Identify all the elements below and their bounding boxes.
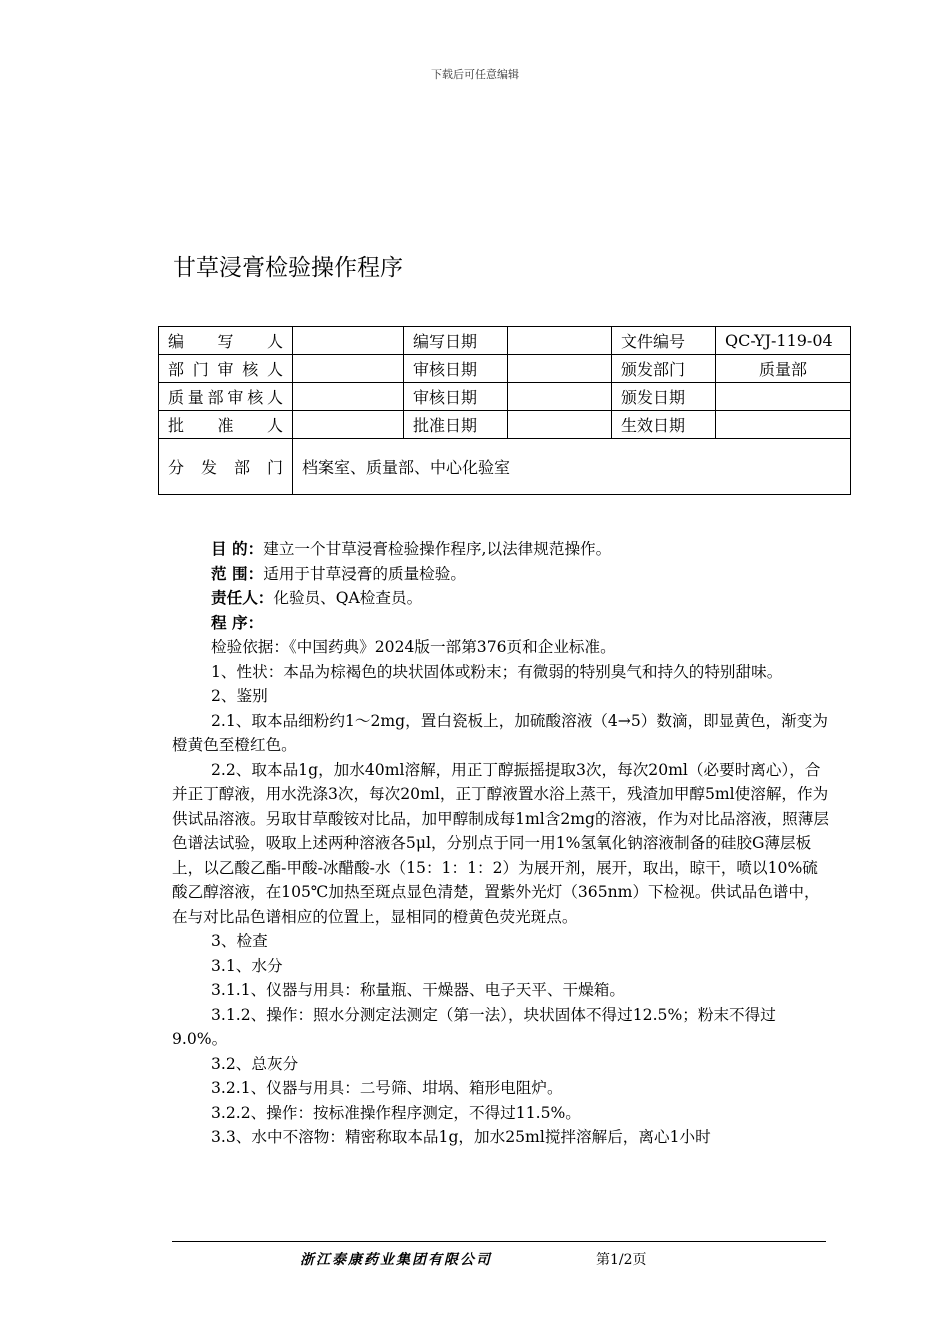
responsible-label: 责任人： — [211, 589, 274, 607]
effective-date-value — [716, 411, 851, 439]
write-date-value — [508, 327, 612, 355]
approver-label: 批准人 — [159, 411, 293, 439]
responsible-text: 化验员、QA检查员。 — [273, 589, 423, 607]
review-date-label: 审核日期 — [404, 355, 508, 383]
review-date-value — [508, 355, 612, 383]
approver-value — [293, 411, 404, 439]
writer-label: 编写人 — [159, 327, 293, 355]
table-row — [159, 439, 851, 495]
distribution-value: 档案室、质量部、中心化验室 — [293, 439, 851, 495]
section-3-1-1-paragraph: 3.1.1、仪器与用具：称量瓶、干燥器、电子天平、干燥箱。 — [211, 981, 625, 999]
header-note: 下载后可任意编辑 — [431, 68, 519, 81]
document-title: 甘草浸膏检验操作程序 — [173, 255, 403, 281]
procedure-line — [172, 611, 830, 636]
issuing-dept-label: 颁发部门 — [612, 355, 716, 383]
table-row — [159, 383, 851, 411]
section-2-1-paragraph: 2.1、取本品细粉约1～2mg，置白瓷板上，加硫酸溶液（4→5）数滴，即显黄色，渐变为橙黄色至橙红色。 — [172, 711, 828, 754]
footer-divider — [172, 1241, 826, 1242]
section-3-1-heading: 3.1、水分 — [211, 956, 283, 975]
section-1-paragraph: 1、性状：本品为棕褐色的块状固体或粉末；有微弱的特别臭气和持久的特别甜味。 — [211, 662, 783, 681]
section-3-2-2-paragraph: 3.2.2、操作：按标准操作程序测定，不得过11.5%。 — [211, 1103, 581, 1122]
qa-review-date-value — [508, 383, 612, 411]
section-3-2-heading: 3.2、总灰分 — [211, 1054, 299, 1073]
write-date-label: 编写日期 — [404, 327, 508, 355]
distribution-label: 分发部门 — [159, 439, 293, 495]
section-3-3-paragraph: 3.3、水中不溶物：精密称取本品1g，加水25ml搅拌溶解后，离心1小时 — [211, 1128, 711, 1146]
doc-number-label: 文件编号 — [612, 327, 716, 355]
section-3-heading: 3、检查 — [211, 932, 268, 950]
approve-date-label: 批准日期 — [404, 411, 508, 439]
approve-date-value — [508, 411, 612, 439]
footer-page-number: 第1/2页 — [596, 1252, 647, 1268]
qa-reviewer-label: 质量部审核人 — [159, 383, 293, 411]
issue-date-value — [716, 383, 851, 411]
scope-label: 范 围： — [211, 564, 264, 583]
issue-date-label: 颁发日期 — [612, 383, 716, 411]
section-3-1-2-paragraph: 3.1.2、操作：照水分测定法测定（第一法），块状固体不得过12.5%；粉末不得过9.0%。 — [172, 1005, 776, 1048]
procedure-label: 程 序： — [211, 613, 264, 632]
responsible-line — [172, 586, 830, 611]
section-3-2-1-paragraph: 3.2.1、仪器与用具：二号筛、坩埚、箱形电阻炉。 — [211, 1079, 563, 1097]
scope-text: 适用于甘草浸膏的质量检验。 — [263, 564, 466, 583]
qa-reviewer-value — [293, 383, 404, 411]
issuing-dept-value: 质量部 — [716, 355, 851, 383]
purpose-text: 建立一个甘草浸膏检验操作程序,以法律规范操作。 — [263, 540, 612, 558]
qa-review-date-label: 审核日期 — [404, 383, 508, 411]
dept-reviewer-label: 部门审核人 — [159, 355, 293, 383]
purpose-line — [172, 537, 830, 562]
doc-number-value: QC-YJ-119-04 — [716, 327, 851, 355]
basis-paragraph: 检验依据：《中国药典》2024版一部第376页和企业标准。 — [211, 638, 616, 656]
document-body — [172, 537, 830, 1150]
table-row — [159, 327, 851, 355]
dept-reviewer-value — [293, 355, 404, 383]
writer-value — [293, 327, 404, 355]
table-row — [159, 411, 851, 439]
purpose-label: 目 的： — [211, 540, 264, 558]
footer-company: 浙江泰康药业集团有限公司 — [300, 1252, 492, 1268]
document-info-table — [158, 326, 851, 495]
section-2-2-paragraph: 2.2、取本品1g，加水40ml溶解，用正丁醇振摇提取3次，每次20ml（必要时离心），合并正丁醇液，用水洗涤3次，每次20ml，正丁醇液置水浴上蒸干，残渣加甲醇5ml使溶解，作为供试品溶液。另取甘草酸铵对比品，加甲醇制成每1ml含2mg的溶液，作为对比品溶液，照薄层色谱法试验，吸取上述两种溶液各5μl，分别点于同一用1%氢氧化钠溶液制备的硅胶G薄层板上，以乙酸乙酯-甲酸-冰醋酸-水（15：1：1：2）为展开剂，展开，取出，晾干，喷以10%硫酸乙醇溶液，在105℃加热至斑点显色清楚，置紫外光灯（365nm）下检视。供试品色谱中，在与对比品色谱相应的位置上，显相同的橙黄色荧光斑点。 — [172, 760, 829, 926]
scope-line — [172, 562, 830, 587]
effective-date-label: 生效日期 — [612, 411, 716, 439]
section-2-heading: 2、鉴别 — [211, 687, 268, 705]
table-row — [159, 355, 851, 383]
